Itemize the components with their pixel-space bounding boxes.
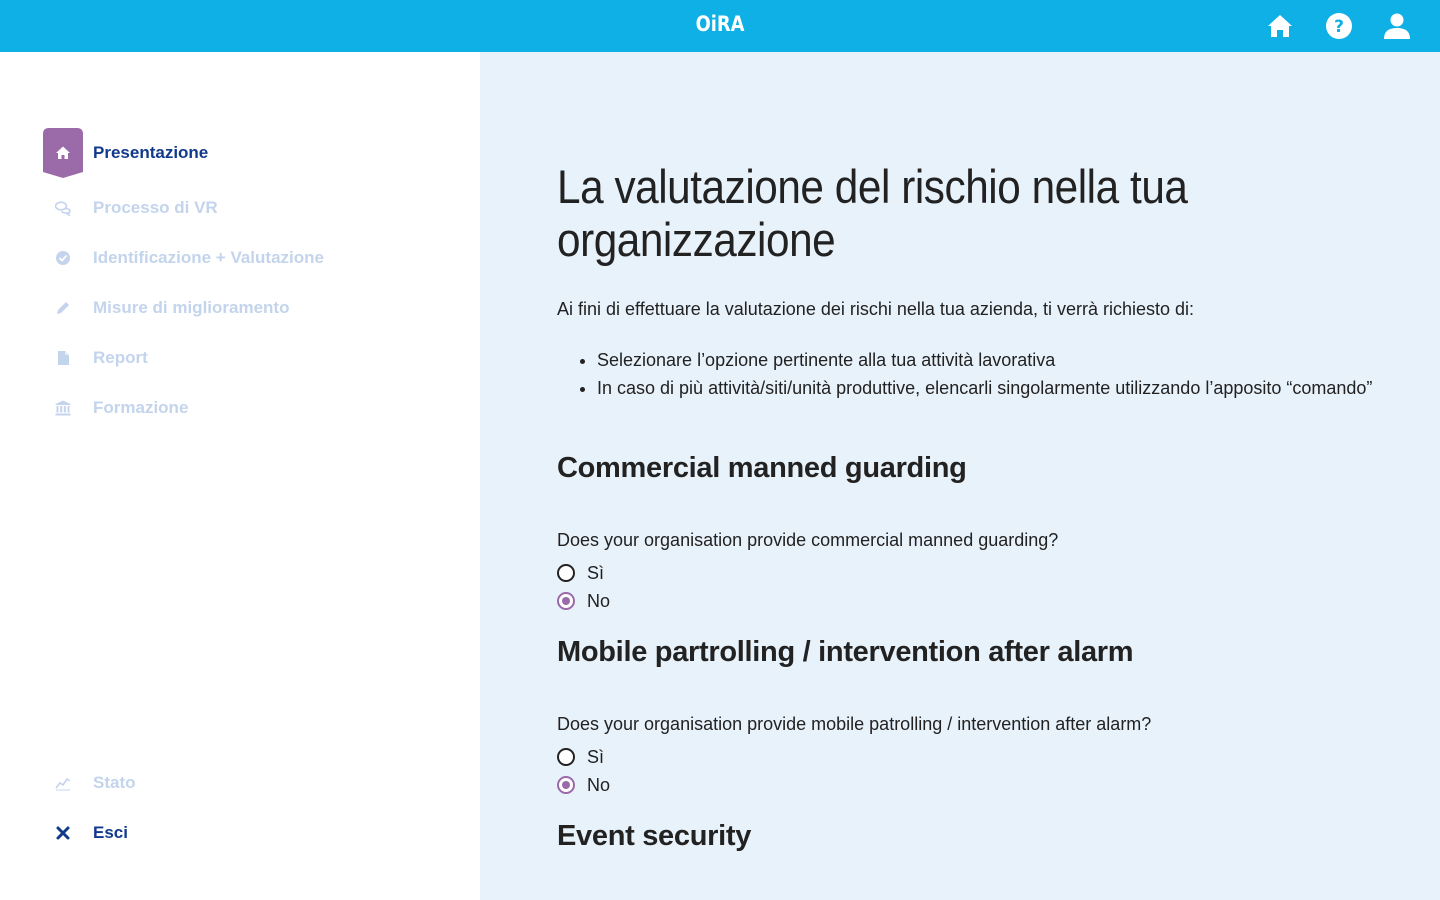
help-icon[interactable] [1325,12,1353,40]
option-label: No [587,774,611,795]
radio-button[interactable] [557,776,575,794]
option-no-mobile-patrolling[interactable] [557,774,610,796]
sidebar-item-misure[interactable] [43,288,443,328]
sidebar-item-report[interactable] [43,338,443,378]
pencil-icon [43,288,83,328]
sidebar-item-stato[interactable] [43,763,443,803]
page-title: La valutazione del rischio nella tua organizzazione [557,160,1188,266]
radio-button[interactable] [557,592,575,610]
sidebar-item-label: Presentazione [93,143,209,162]
list-item: • In caso di più attività/siti/unità produttive, elencarli singolarmente utilizzando l’apposito “comando” [597,374,1377,402]
chat-icon [43,188,83,228]
section-title-mobile-patrolling: Mobile partrolling / intervention after alarm [557,636,1134,668]
sidebar-item-label: Stato [93,773,136,792]
sidebar-item-processo[interactable] [43,188,443,228]
sidebar-item-label: Esci [93,823,128,842]
sidebar-item-label: Processo di VR [93,198,218,217]
check-circle-icon [43,238,83,278]
top-bar [0,0,1440,52]
document-icon [43,338,83,378]
chart-icon [43,763,83,803]
section-title-event-security: Event security [557,820,752,852]
sidebar-item-presentazione[interactable] [43,133,443,173]
question-mobile-patrolling: Does your organisation provide mobile patrolling / intervention after alarm? [557,714,1152,734]
radio-button[interactable] [557,748,575,766]
app-logo[interactable]: OiRA [695,12,745,36]
instructions-list [597,346,1377,402]
question-manned-guarding: Does your organisation provide commercial manned guarding? [557,530,1059,550]
main-content [480,52,1440,900]
radio-button[interactable] [557,564,575,582]
intro-text: Ai fini di effettuare la valutazione dei rischi nella tua azienda, ti verrà richiesto di: [557,299,1195,319]
svg-text:?: ? [1334,17,1344,37]
option-label: No [587,590,611,611]
sidebar-item-label: Identificazione + Valutazione [93,248,324,267]
option-si-manned-guarding[interactable] [557,562,604,584]
sidebar-item-label: Report [93,348,148,367]
option-label: Sì [587,562,605,583]
sidebar-item-formazione[interactable] [43,388,443,428]
option-no-manned-guarding[interactable] [557,590,610,612]
close-icon [43,813,83,853]
section-title-manned-guarding: Commercial manned guarding [557,452,967,484]
sidebar-item-identificazione[interactable] [43,238,443,278]
sidebar-item-label: Formazione [93,398,189,417]
home-icon[interactable] [1266,12,1294,40]
sidebar-item-label: Misure di miglioramento [93,298,290,317]
active-badge [43,128,83,178]
sidebar [0,52,480,900]
home-icon [55,145,71,161]
list-item: • Selezionare l’opzione pertinente alla tua attività lavorativa [597,346,1377,374]
sidebar-item-esci[interactable] [43,813,443,853]
user-icon[interactable] [1383,12,1411,40]
bank-icon [43,388,83,428]
option-si-mobile-patrolling[interactable] [557,746,604,768]
option-label: Sì [587,746,605,767]
